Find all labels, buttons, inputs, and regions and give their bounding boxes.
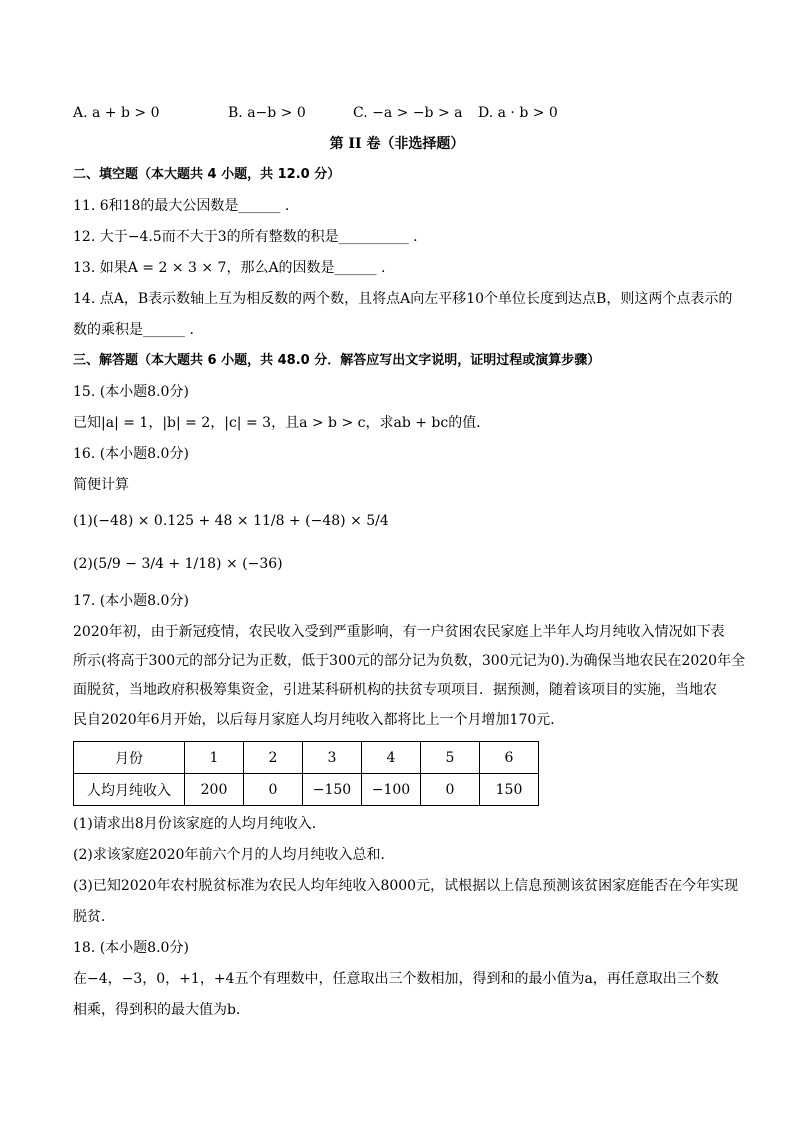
question-17-part-1: (1)请求出8月份该家庭的人均月纯收入．: [73, 816, 326, 832]
question-17-line-2: 所示(将高于300元的部分记为正数，低于300元的部分记为负数，300元记为0).为确保当地农民在2020年全: [73, 653, 746, 669]
table-header-label: 月份: [74, 742, 185, 774]
question-17-title: 17. (本小题8.0分): [73, 593, 189, 609]
table-row-label: 人均月纯收入: [74, 774, 185, 806]
question-16-intro: 简便计算: [73, 477, 129, 493]
question-14-line-1: 14. 点A，B表示数轴上互为相反数的两个数，且将点A向左平移10个单位长度到达点B，则这两个点表示的: [73, 291, 733, 307]
question-16-part-1: (1)(−48) × 0.125 + 48 × 11/8 + (−48) × 5/4: [73, 513, 389, 529]
choice-c: C. −a > −b > a: [353, 105, 463, 121]
question-16-title: 16. (本小题8.0分): [73, 446, 189, 462]
question-17-part-3-line-1: (3)已知2020年农村脱贫标准为农民人均年纯收入8000元，试根据以上信息预测该贫困家庭能否在今年实现: [73, 878, 739, 894]
choice-b: B. a−b > 0: [228, 105, 306, 121]
answer-choices: [73, 103, 773, 123]
choice-d: D. a · b > 0: [478, 105, 558, 121]
question-16-part-2: (2)(5/9 − 3/4 + 1/18) × (−36): [73, 556, 283, 572]
question-17-part-3-line-2: 脱贫．: [73, 909, 115, 925]
question-12: 12. 大于−4.5而不大于3的所有整数的积是__________ .: [73, 229, 418, 245]
question-13: 13. 如果A = 2 × 3 × 7，那么A的因数是______ .: [73, 260, 386, 276]
section-solve-header: 三、解答题（本大题共 6 小题，共 48.0 分．解答应写出文字说明，证明过程或演算步骤）: [73, 353, 601, 368]
table-cell-income: −100: [362, 774, 421, 806]
question-11: 11. 6和18的最大公因数是______ .: [73, 198, 290, 214]
choice-a: A. a + b > 0: [73, 105, 160, 121]
question-17-part-2: (2)求该家庭2020年前六个月的人均月纯收入总和．: [73, 847, 395, 863]
question-15-body: 已知|a| = 1，|b| = 2，|c| = 3，且a > b > c，求ab + bc的值．: [73, 415, 491, 431]
question-17-line-3: 面脱贫，当地政府积极筹集资金，引进某科研机构的扶贫专项项目．据预测，随着该项目的实施，当地农: [73, 682, 717, 698]
table-cell-month: 2: [244, 742, 303, 774]
table-cell-month: 5: [421, 742, 480, 774]
question-17-line-4: 民自2020年6月开始，以后每月家庭人均月纯收入都将比上一个月增加170元．: [73, 712, 565, 728]
table-row-income: [74, 774, 539, 806]
table-cell-income: 200: [185, 774, 244, 806]
table-cell-month: 3: [303, 742, 362, 774]
question-17-line-1: 2020年初，由于新冠疫情，农民收入受到严重影响，有一户贫困农民家庭上半年人均月纯收入情况如下表: [73, 624, 725, 640]
question-14-line-2: 数的乘积是______ .: [73, 322, 194, 338]
table-cell-income: 0: [244, 774, 303, 806]
table-cell-month: 1: [185, 742, 244, 774]
table-cell-income: 150: [480, 774, 539, 806]
question-15-title: 15. (本小题8.0分): [73, 384, 189, 400]
table-cell-month: 6: [480, 742, 539, 774]
table-cell-income: 0: [421, 774, 480, 806]
section-fill-blank-header: 二、填空题（本大题共 4 小题，共 12.0 分）: [73, 167, 341, 182]
part-two-title: 第 II 卷（非选择题）: [329, 136, 465, 152]
question-18-title: 18. (本小题8.0分): [73, 940, 189, 956]
question-18-line-2: 相乘，得到积的最大值为b．: [73, 1002, 250, 1018]
table-row-months: [74, 742, 539, 774]
income-table: [73, 741, 539, 806]
table-cell-income: −150: [303, 774, 362, 806]
table-cell-month: 4: [362, 742, 421, 774]
question-18-line-1: 在−4，−3，0，+1，+4五个有理数中，任意取出三个数相加，得到和的最小值为a，再任意取出三个数: [73, 971, 719, 987]
